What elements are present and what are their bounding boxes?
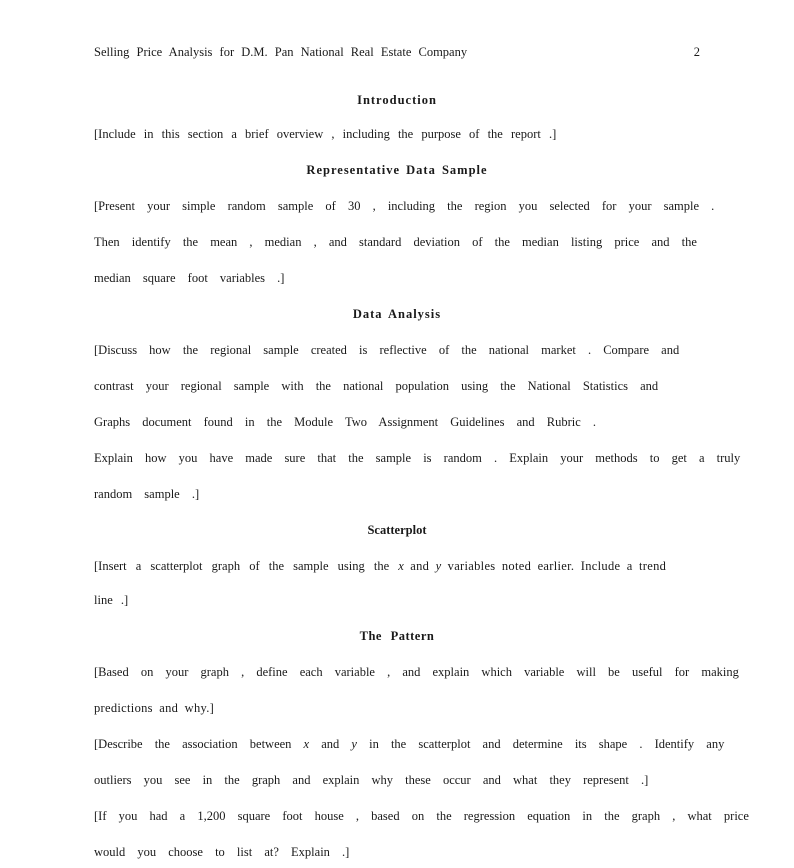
pattern-line-6: would you choose to list at? Explain .] xyxy=(94,845,350,859)
heading-the-pattern: The Pattern xyxy=(359,629,435,643)
heading-data-analysis: Data Analysis xyxy=(352,307,442,321)
pattern-line-5: [If you had a 1,200 square foot house , based on the regression equation in the graph , what price xyxy=(94,809,749,823)
analysis-line-3: Graphs document found in the Module Two Assignment Guidelines and Rubric . xyxy=(94,415,597,429)
pattern-line-3-end: in the scatterplot and determine its shape . Identify any xyxy=(356,737,725,751)
heading-scatterplot: Scatterplot xyxy=(367,523,427,537)
scatterplot-line-1 xyxy=(94,559,700,574)
scatterplot-line-1-end: variables noted earlier. Include a trend xyxy=(441,559,667,573)
pattern-line-4: outliers you see in the graph and explain why these occur and what they represent .] xyxy=(94,773,649,787)
analysis-line-4: Explain how you have made sure that the sample is random . Explain your methods to get a truly xyxy=(94,451,741,465)
x-variable: x xyxy=(398,559,404,573)
heading-data-sample: Representative Data Sample xyxy=(306,163,488,177)
pattern-line-1: [Based on your graph , define each variable , and explain which variable will be useful for making xyxy=(94,665,739,679)
scatterplot-line-2: line .] xyxy=(94,593,129,607)
scatterplot-line-1-start: [Insert a scatterplot graph of the sample using the xyxy=(94,559,399,573)
y-variable: y xyxy=(351,737,357,751)
pattern-line-3-start: [Describe the association between xyxy=(94,737,304,751)
and-word: and xyxy=(309,737,352,751)
analysis-line-1: [Discuss how the regional sample created is reflective of the national market . Compare and xyxy=(94,343,680,357)
intro-line-1: [Include in this section a brief overview , including the purpose of the report .] xyxy=(94,127,557,141)
y-variable: y xyxy=(435,559,442,573)
running-title: Selling Price Analysis for D.M. Pan National Real Estate Company xyxy=(94,45,468,59)
sample-line-1: [Present your simple random sample of 30 , including the region you selected for your sample . xyxy=(94,199,715,213)
page-number: 2 xyxy=(693,45,700,59)
sample-line-3: median square foot variables .] xyxy=(94,271,285,285)
running-header xyxy=(94,45,700,63)
pattern-line-2: predictions and why.] xyxy=(94,701,215,715)
and-word: and xyxy=(403,559,436,573)
pattern-line-3 xyxy=(94,737,725,752)
analysis-line-5: random sample .] xyxy=(94,487,200,501)
x-variable: x xyxy=(303,737,310,751)
sample-line-2: Then identify the mean , median , and standard deviation of the median listing price and the xyxy=(94,235,697,249)
analysis-line-2: contrast your regional sample with the national population using the National Statistics and xyxy=(94,379,659,393)
heading-introduction: Introduction xyxy=(357,93,437,107)
